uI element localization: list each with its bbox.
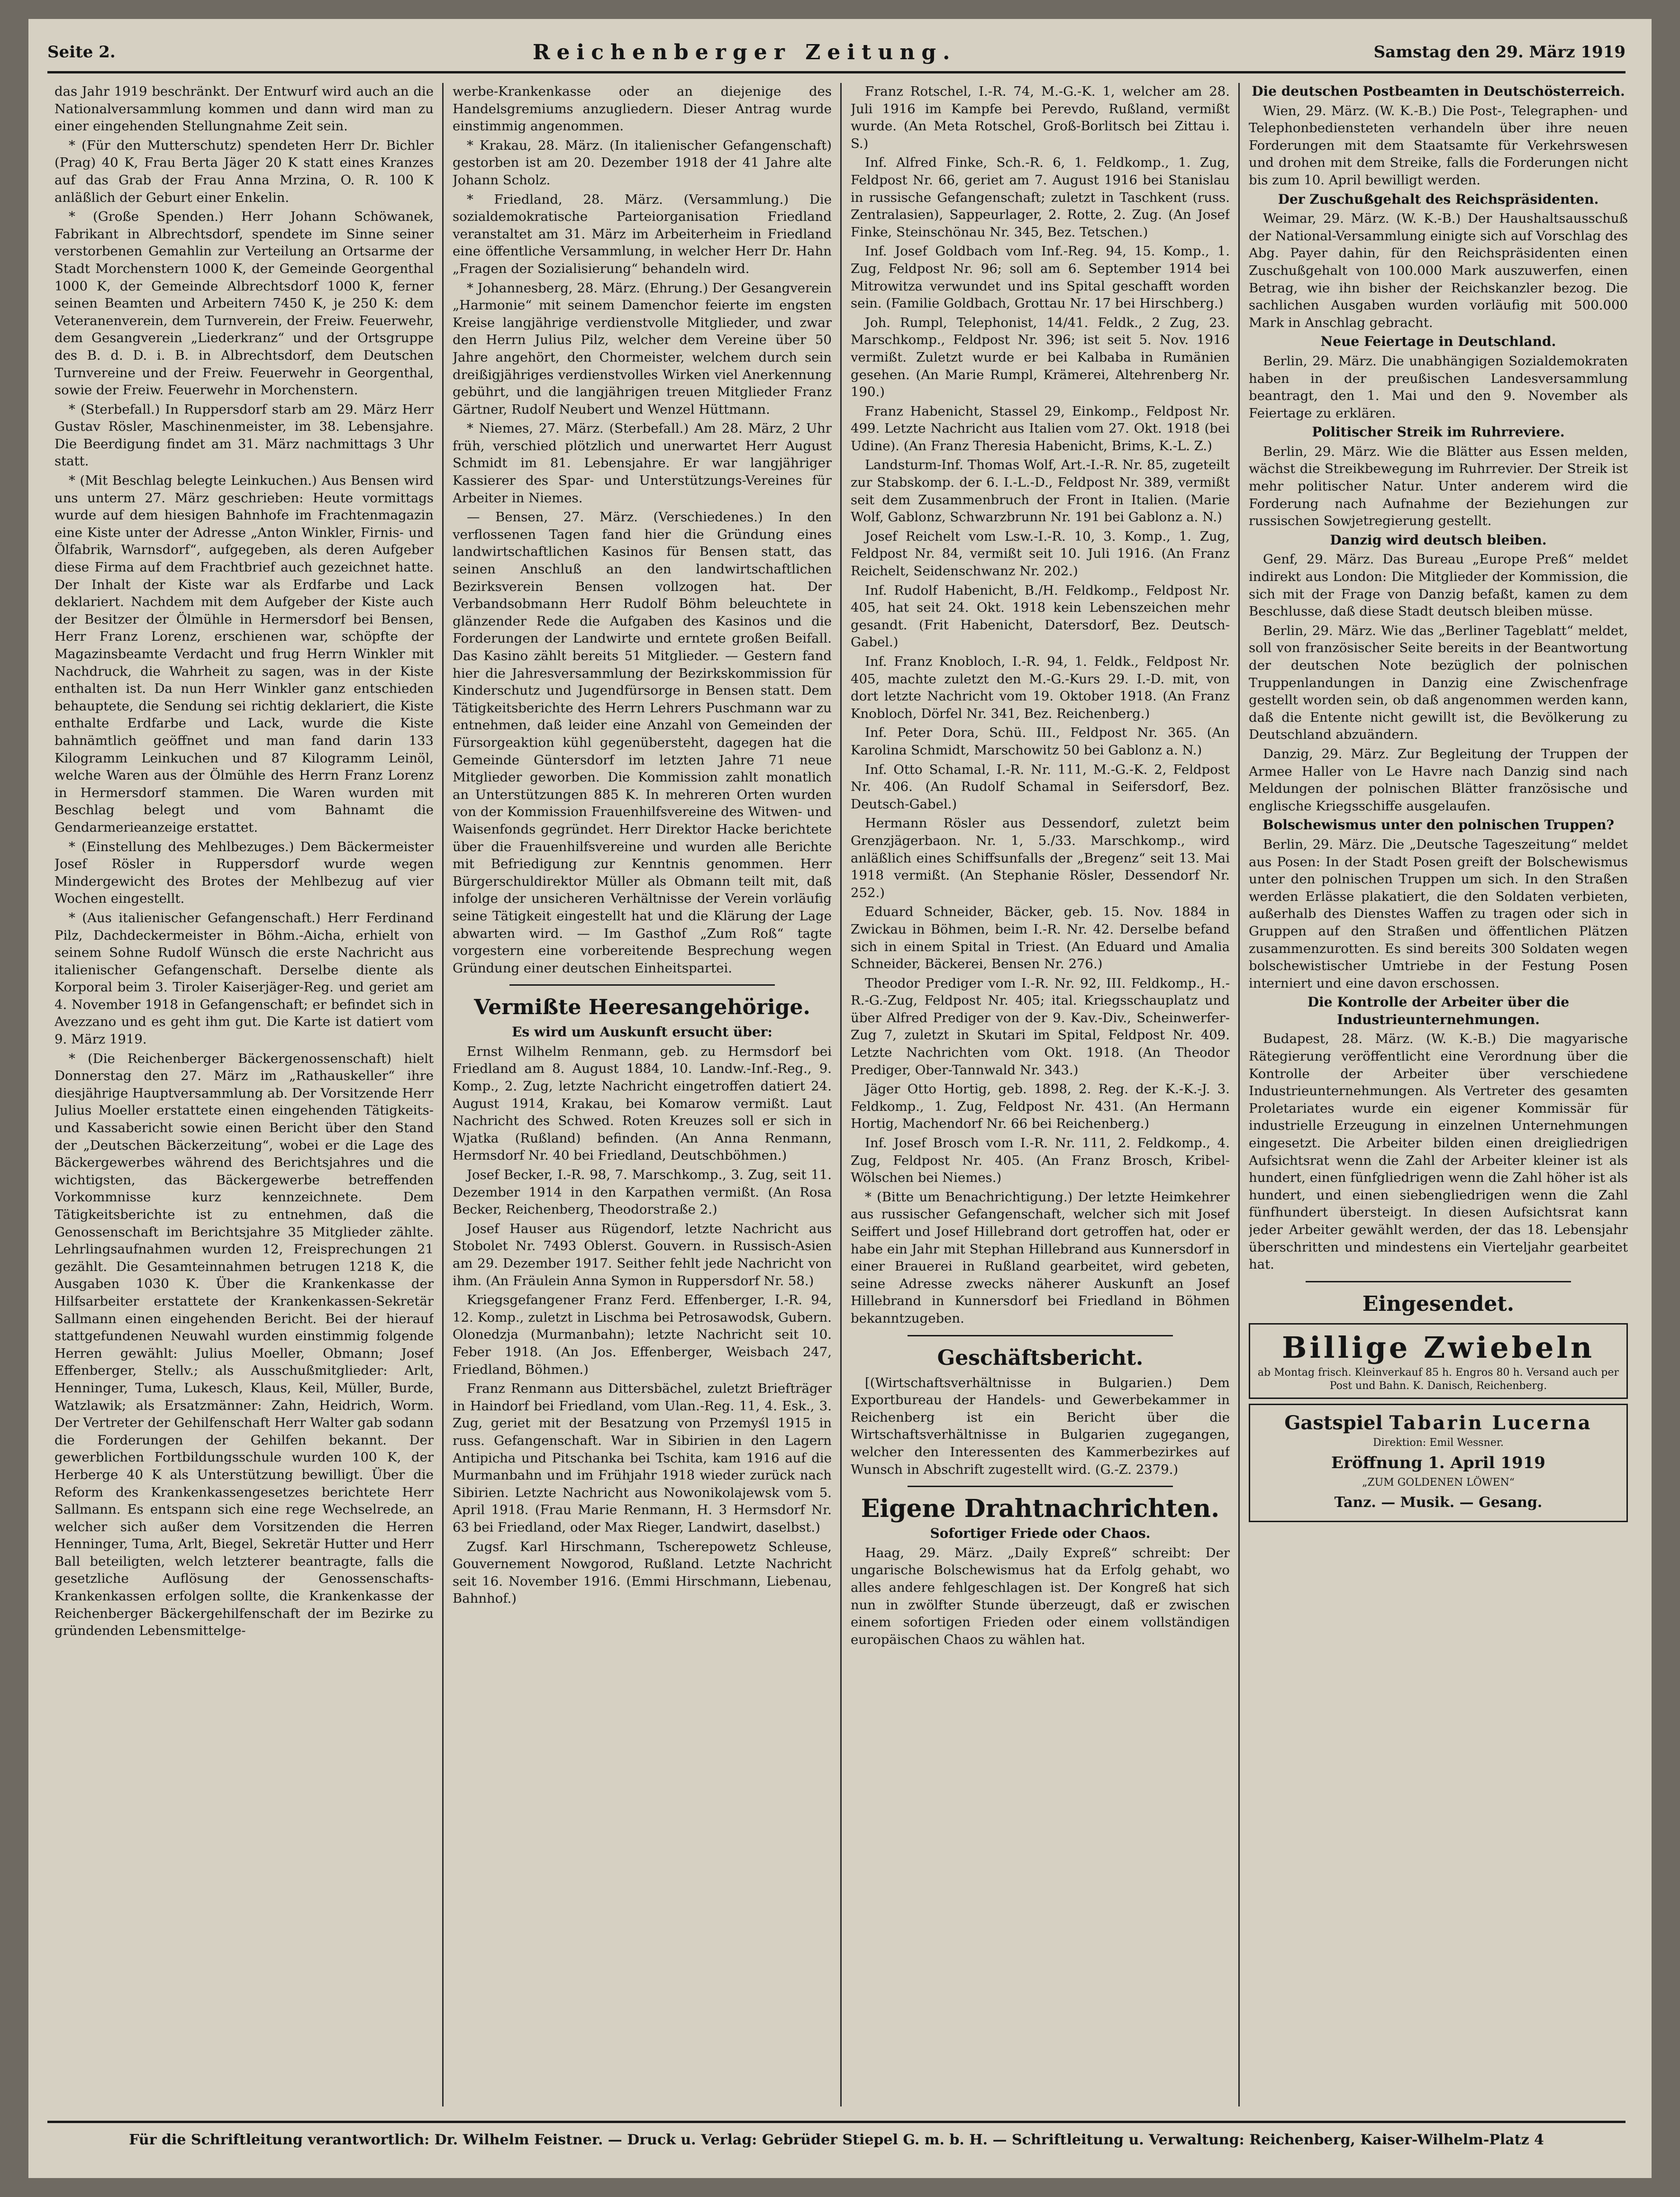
article-paragraph: [(Wirtschaftsverhältnisse in Bulgarien.) Dem Exportbureau der Handels- und Gewerbekammer in Reichenberg ist ein Bericht über die Wirtschaftsverhältnisse in Bulgarien zugegangen, welcher den Interessenten des Kammerbezirkes auf Wunsch in Abschrift zugestellt wird. (G.-Z. 2379.) bbox=[851, 1375, 1230, 1477]
article-paragraph: * (Sterbefall.) In Ruppersdorf starb am 29. März Herr Gustav Rösler, Maschinenmeister, im 38. Lebensjahre. Die Beerdigung findet am 31. März nachmittags 3 Uhr statt. bbox=[54, 401, 434, 469]
ad-venue-name: Tabarin Lucerna bbox=[1389, 1411, 1592, 1434]
section-rule bbox=[908, 1335, 1173, 1336]
section-heading-missing-soldiers: Vermißte Heeresangehörige. bbox=[474, 995, 810, 1020]
column-divider bbox=[442, 83, 444, 2106]
article-paragraph: — Bensen, 27. März. (Verschiedenes.) In den verflossenen Tagen fand hier die Gründung eines landwirtschaftlichen Kasinos für Bensen statt, das seinen Anschluß an den landwirtschaftlichen Bezirksverein Bensen vollzogen hat. Der Verbandsobmann Herr Rudolf Böhm beleuchtete in glänzender Rede die Aufgaben des Kasinos und die Forderungen der Landwirte und erntete großen Beifall. Das Kasino zählt bereits 51 Mitglieder. — Gestern fand hier die Jahresversammlung der Bezirkskommission für Kinderschutz und Jugendfürsorge in Bensen statt. Dem Tätigkeitsberichte des Herrn Lehrers Puschmann war zu entnehmen, daß leider eine Anzahl von Gemeinden der Fürsorgeaktion kühl gegenübersteht, dagegen hat die Gemeinde Güntersdorf im letzten Jahre 71 neue Mitglieder geworben. Die Kommission zahlt monatlich an Unterstützungen 885 K. In mehreren Orten wurden von der Kommission Frauenhilfsvereine des Witwen- und Waisenfonds gegründet. Herr Direktor Hacke berichtete über die Frauenhilfsvereine und wurden alle Berichte mit Befriedigung zur Kenntnis genommen. Herr Bürgerschuldirektor Müller als Obmann teilt mit, daß infolge der unsicheren Verhältnisse der Verein vorläufig seine Tätigkeit eingestellt hat und die Klärung der Lage abwarten wird. — Im Gasthof „Zum Roß“ tagte vorgestern eine vorbereitende Besprechung wegen Gründung einer deutschen Einheitspartei. bbox=[453, 509, 832, 976]
article-paragraph: das Jahr 1919 beschränkt. Der Entwurf wird auch an die Nationalversammlung kommen und dann wird man zu einer eingehenden Stellungnahme Zeit sein. bbox=[54, 84, 434, 134]
column-2 bbox=[453, 83, 832, 2106]
article-paragraph: Berlin, 29. März. Die „Deutsche Tageszeitung“ meldet aus Posen: In der Stadt Posen greift der Bolschewismus unter den polnischen Truppen um sich. In den Straßen werden Erlässe plakatiert, die den Soldaten verbieten, außerhalb des Dienstes Waffen zu tragen oder sich in Gruppen auf den Straßen und öffentlichen Plätzen zusammenzurotten. Es sind bereits 300 Soldaten wegen bolschewistischer Umtriebe in der Festung Posen interniert und eine davon erschossen. bbox=[1249, 836, 1628, 991]
article-paragraph: werbe-Krankenkasse oder an diejenige des Handelsgremiums anzugliedern. Dieser Antrag wurde einstimmig angenommen. bbox=[453, 84, 832, 134]
list-item: Inf. Franz Knobloch, I.-R. 94, 1. Feldk., Feldpost Nr. 405, machte zuletzt den M.-G.-Kurs 29. I.-D. mit, von dort letzte Nachricht vom 19. Oktober 1918. (An Franz Knobloch, Dörfel Nr. 341, Bez. Reichenberg.) bbox=[851, 654, 1230, 721]
article-paragraph: Berlin, 29. März. Wie das „Berliner Tageblatt“ meldet, soll von französischer Seite bereits in der Beantwortung der deutschen Note bezüglich der polnischen Truppenlandungen in Danzig eine Zwischenfrage gestellt worden sein, ob daß angenommen werden kann, daß die Entente nicht gewillt ist, die Bevölkerung zu Deutschland abzuändern. bbox=[1249, 623, 1628, 743]
list-item: Franz Rotschel, I.-R. 74, M.-G.-K. 1, welcher am 28. Juli 1916 im Kampfe bei Perevdo, Rußland, vermißt wurde. (An Meta Rotschel, Groß-Borlitsch bei Zittau i. S.) bbox=[851, 84, 1230, 151]
article-paragraph: Wien, 29. März. (W. K.-B.) Die Post-, Telegraphen- und Telephonbediensteten verhandeln über ihre neuen Forderungen mit dem Staatsamte für Verkehrswesen und drohen mit dem Streike, falls die Forderungen nicht bis zum 10. April bewilligt werden. bbox=[1249, 103, 1628, 188]
article-paragraph: * Friedland, 28. März. (Versammlung.) Die sozialdemokratische Parteiorganisation Friedland veranstaltet am 31. März im Arbeiterheim in Friedland eine öffentliche Versammlung, in welcher Herr Dr. Hahn „Fragen der Sozialisierung“ behandeln wird. bbox=[453, 191, 832, 276]
article-paragraph: * (Die Reichenberger Bäckergenossenschaft) hielt Donnerstag den 27. März im „Rathauskeller“ ihre diesjährige Hauptversammlung ab. Der Vorsitzende Herr Julius Moeller erstattete einen eingehenden Tätigkeits- und Kassabericht sowie einen Bericht über den Stand der „Deutschen Bäckerzeitung“, wobei er die Lage des Bäckergewerbes während des Berichtsjahres und die wichtigsten, das Bäckergewerbe betreffenden Vorkommnisse kurz kennzeichnete. Dem Tätigkeitsberichte ist zu entnehmen, daß die Genossenschaft im Berichtsjahre 35 Mitglieder zählte. Lehrlingsaufnahmen wurden 12, Freisprechungen 21 gezählt. Die Gesamteinnahmen betrugen 1218 K, die Ausgaben 1030 K. Über die Krankenkasse der Hilfsarbeiter erstattete der Krankenkassen-Sekretär Sallmann einen eingehenden Bericht. Bei der hierauf stattgefundenen Neuwahl wurden einstimmig folgende Herren gewählt: Julius Moeller, Obmann; Josef Effenberger, Stellv.; als Ausschußmitglieder: Arlt, Henninger, Tuma, Lukesch, Klaus, Keil, Müller, Burde, Watzlawik; als Ersatzmänner: Zahn, Heidrich, Worm. Der Vertreter der Gehilfenschaft Herr Walter gab sodann die Forderungen der Gehilfen bekannt. Der gewerblichen Fortbildungsschule wurden 100 K, der Herberge 40 K als Unterstützung bewilligt. Über die Reform des Krankenkassengesetzes berichtete Herr Sallmann. Es entspann sich eine rege Wechselrede, an welcher sich außer dem Vorsitzenden die Herren Henninger, Tuma, Arlt, Biegel, Sekretär Hutter und Herr Ball beteiligten, welch letzterer beantragte, falls die gesetzliche Auflösung der Genossenschafts-Krankenkassen erfolgen sollte, die Krankenkasse der Reichenberger Bäckergehilfenschaft der im Bezirke zu gründenden Lebensmittelge- bbox=[54, 1051, 434, 1639]
page-number: Seite 2. bbox=[47, 43, 116, 62]
article-paragraph: * (Einstellung des Mehlbezuges.) Dem Bäckermeister Josef Rösler in Ruppersdorf wurde wegen Mindergewicht des Brotes der Mehlbezug auf vier Wochen eingestellt. bbox=[54, 839, 434, 907]
article-paragraph: * (Große Spenden.) Herr Johann Schöwanek, Fabrikant in Albrechtsdorf, spendete im Sinne seiner verstorbenen Gemahlin zur Verteilung an Ortsarme der Stadt Morchenstern 1000 K, der Gemeinde Georgenthal 1000 K, der Gemeinde Albrechtsdorf 1000 K, ferner seinen Beamten und Arbeitern 7450 K, je 250 K: dem Veteranenverein, dem Turnverein, der Freiw. Feuerwehr, dem Gesangverein „Liederkranz“ und der Ortsgruppe des B. d. D. i. B. in Albrechtsdorf, dem Deutschen Turnvereine und der Freiw. Feuerwehr in Georgenthal, sowie der Freiw. Feuerwehr in Morchenstern. bbox=[54, 209, 434, 398]
article-paragraph: * (Bitte um Benachrichtigung.) Der letzte Heimkehrer aus russischer Gefangenschaft, welcher sich mit Josef Seiffert und Josef Hillebrand dort getroffen hat, oder er habe ein Jahr mit Stephan Hillebrand aus Kunnersdorf in einer Brauerei in Rußland gearbeitet, wird gebeten, seine Adresse zwecks näherer Auskunft an Josef Hillebrand in Kunnersdorf bei Friedland in Böhmen bekanntzugeben. bbox=[851, 1189, 1230, 1326]
ad-opening: Eröffnung 1. April 1919 bbox=[1331, 1453, 1545, 1472]
news-subheading: Die deutschen Postbeamten in Deutschösterreich. bbox=[1252, 83, 1625, 99]
list-item: Landsturm-Inf. Thomas Wolf, Art.-I.-R. Nr. 85, zugeteilt zur Stabskomp. der 6. I.-L.-D., Feldpost Nr. 389, vermißt seit dem Zusammenbruch der Front in Italien. (Marie Wolf, Gablonz, Schwarzbrunn Nr. 191 bei Gablonz a. N.) bbox=[851, 457, 1230, 525]
article-paragraph: * Niemes, 27. März. (Sterbefall.) Am 28. März, 2 Uhr früh, verschied plötzlich und unerwartet Herr August Schmidt im 81. Lebensjahre. Er war langjähriger Kassierer des Spar- und Unterstützungs-Vereines für Arbeiter in Niemes. bbox=[453, 421, 832, 506]
advertisement-tabarin bbox=[1249, 1404, 1628, 1522]
list-item: Inf. Otto Schamal, I.-R. Nr. 111, M.-G.-K. 2, Feldpost Nr. 406. (An Rudolf Schamal in Seifersdorf, Bez. Deutsch-Gabel.) bbox=[851, 762, 1230, 812]
imprint-footer bbox=[47, 2121, 1626, 2156]
section-heading-wire-news: Eigene Drahtnachrichten. bbox=[861, 1494, 1220, 1524]
article-paragraph: * (Mit Beschlag belegte Leinkuchen.) Aus Bensen wird uns unterm 27. März geschrieben: Heute vormittags wurde auf dem hiesigen Bahnhofe im Frachtenmagazin eine Kiste unter der Adresse „Anton Winkler, Firnis- und Ölfabrik, Warnsdorf“, aufgegeben, als deren Aufgeber diese Firma auf dem Frachtbrief auch gezeichnet hatte. Der Inhalt der Kiste war als Erdfarbe und Lack deklariert. Nachdem mit dem Aufgeber der Kiste auch der Besitzer der Ölmühle in Hermersdorf bei Bensen, Herr Franz Lorenz, erschienen war, schöpfte der Magazinsbeamte Verdacht und frug Herrn Winkler mit Nachdruck, die Wahrheit zu sagen, was in der Kiste enthalten ist. Da nun Herr Winkler ganz entschieden behauptete, die Sendung sei richtig deklariert, die Kiste enthalte Erdfarbe und Lack, wurde die Kiste bahnämtlich geöffnet und man fand darin 133 Kilogramm Leinkuchen und 87 Kilogramm Leinöl, welche Waren aus der Ölmühle des Herrn Franz Lorenz in Hermersdorf stammen. Die Waren wurden mit Beschlag belegt und vom Bahnamt die Gendarmerieanzeige erstattet. bbox=[54, 473, 434, 835]
article-paragraph: Berlin, 29. März. Wie die Blätter aus Essen melden, wächst die Streikbewegung im Ruhrrevier. Der Streik ist mehr politischer Natur. Unter anderem wird die Forderung nach Aufnahme der Beziehungen zur russischen Sowjetregierung gestellt. bbox=[1249, 444, 1628, 529]
newspaper-title: Reichenberger Zeitung. bbox=[532, 40, 957, 64]
ad-title bbox=[1255, 1410, 1622, 1436]
advertisement-onions bbox=[1249, 1323, 1628, 1399]
newspaper-page bbox=[28, 19, 1652, 2178]
list-item: Franz Habenicht, Stassel 29, Einkomp., Feldpost Nr. 499. Letzte Nachricht aus Italien vom 27. Okt. 1918 (bei Udine). (An Franz Theresia Habenicht, Brims, K.-L. Z.) bbox=[851, 403, 1230, 454]
ad-title: Billige Zwiebeln bbox=[1281, 1330, 1595, 1365]
section-rule bbox=[509, 984, 775, 986]
section-rule bbox=[908, 1486, 1173, 1487]
list-item: Theodor Prediger vom I.-R. Nr. 92, III. Feldkomp., H.-R.-G.-Zug, Feldpost Nr. 405; ital. Kriegsschauplatz und über Alfred Prediger von der 9. Kav.-Div., Scheinwerfer-Zug 7, zuletzt in Skutari im Spital, Feldpost Nr. 409. Letzte Nachrichten vom Okt. 1918. (An Theodor Prediger, Ober-Tannwald Nr. 343.) bbox=[851, 975, 1230, 1078]
ad-location: „ZUM GOLDENEN LÖWEN“ bbox=[1362, 1476, 1515, 1489]
news-subheading: Politischer Streik im Ruhrreviere. bbox=[1312, 424, 1565, 440]
news-subheading: Danzig wird deutsch bleiben. bbox=[1330, 532, 1547, 548]
list-item: Josef Becker, I.-R. 98, 7. Marschkomp., 3. Zug, seit 11. Dezember 1914 in den Karpathen vermißt. (An Rosa Becker, Reichenberg, Theodorstraße 2.) bbox=[453, 1167, 832, 1217]
masthead bbox=[47, 33, 1626, 73]
list-item: Inf. Josef Brosch vom I.-R. Nr. 111, 2. Feldkomp., 4. Zug, Feldpost Nr. 405. (An Franz Brosch, Kribel-Wölschen bei Niemes.) bbox=[851, 1135, 1230, 1186]
list-item: Josef Hauser aus Rügendorf, letzte Nachricht aus Stobolet Nr. 7493 Oblerst. Gouvern. in Russisch-Asien am 29. Dezember 1917. Seither fehlt jede Nachricht von ihm. (An Fräulein Anna Symon in Ruppersdorf Nr. 58.) bbox=[453, 1221, 832, 1289]
column-3 bbox=[851, 83, 1230, 2106]
list-item: Inf. Josef Goldbach vom Inf.-Reg. 94, 15. Komp., 1. Zug, Feldpost Nr. 96; soll am 6. September 1914 bei Mitrowitza verwundet und ins Spital geschafft worden sein. (Familie Goldbach, Grottau Nr. 17 bei Hirschberg.) bbox=[851, 244, 1230, 311]
article-paragraph: Berlin, 29. März. Die unabhängigen Sozialdemokraten haben in der preußischen Landesversammlung beantragt, den 1. Mai und den 9. November als Feiertage zu erklären. bbox=[1249, 353, 1628, 421]
article-paragraph: Genf, 29. März. Das Bureau „Europe Preß“ meldet indirekt aus London: Die Mitglieder der Kommission, die sich mit der Frage von Danzig befaßt, kamen zu dem Beschlusse, daß diese Stadt deutsch bleiben müsse. bbox=[1249, 552, 1628, 619]
ad-program: Tanz. — Musik. — Gesang. bbox=[1334, 1494, 1543, 1511]
list-item: Zugsf. Karl Hirschmann, Tscherepowetz Schleuse, Gouvernement Nowgorod, Rußland. Letzte Nachricht seit 16. November 1916. (Emmi Hirschmann, Liebenau, Bahnhof.) bbox=[453, 1539, 832, 1607]
article-paragraph: Weimar, 29. März. (W. K.-B.) Der Haushaltsausschuß der National-Versammlung einigte sich auf Vorschlag des Abg. Payer dahin, für den Reichspräsidenten einen Zuschußgehalt von 100.000 Mark auszuwerfen, einen Betrag, wie ihn bisher der Reichskanzler bezog. Die sachlichen Ausgaben wurden vorläufig mit 500.000 Mark in Anschlag gebracht. bbox=[1249, 211, 1628, 330]
section-subheading: Sofortiger Friede oder Chaos. bbox=[930, 1525, 1151, 1542]
column-1 bbox=[54, 83, 434, 2106]
article-paragraph: * (Für den Mutterschutz) spendeten Herr Dr. Bichler (Prag) 40 K, Frau Berta Jäger 20 K statt eines Kranzes auf das Grab der Frau Anna Mrzina, O. R. 100 K anläßlich der Geburt einer Enkelin. bbox=[54, 137, 434, 205]
list-item: Kriegsgefangener Franz Ferd. Effenberger, I.-R. 94, 12. Komp., zuletzt in Lischma bei Petrosawodsk, Gubern. Olonedzja (Murmanbahn); letzte Nachricht seit 10. Feber 1918. (An Jos. Effenberger, Weisbach 247, Friedland, Böhmen.) bbox=[453, 1292, 832, 1377]
news-subheading: Der Zuschußgehalt des Reichspräsidenten. bbox=[1278, 191, 1599, 207]
article-paragraph: * (Aus italienischer Gefangenschaft.) Herr Ferdinand Pilz, Dachdeckermeister in Böhm.-Aicha, erhielt von seinem Sohne Rudolf Wünsch die erste Nachricht aus italienischer Gefangenschaft. Derselbe diente als Korporal beim 3. Tiroler Kaiserjäger-Reg. und geriet am 4. November 1918 in Gefangenschaft; er befindet sich in Avezzano und es geht ihm gut. Die Karte ist datiert vom 9. März 1919. bbox=[54, 910, 434, 1047]
list-item: Inf. Rudolf Habenicht, B./H. Feldkomp., Feldpost Nr. 405, hat seit 24. Okt. 1918 kein Lebenszeichen mehr gesandt. (Frit Habenicht, Datersdorf, Bez. Deutsch-Gabel.) bbox=[851, 582, 1230, 650]
column-4 bbox=[1249, 83, 1628, 2106]
issue-date: Samstag den 29. März 1919 bbox=[1373, 43, 1626, 62]
list-item: Jäger Otto Hortig, geb. 1898, 2. Reg. der K.-K.-J. 3. Feldkomp., 1. Zug, Feldpost Nr. 431. (An Hermann Hortig, Machendorf Nr. 66 bei Reichenberg.) bbox=[851, 1081, 1230, 1132]
ad-text: ab Montag frisch. Kleinverkauf 85 h. Engros 80 h. Versand auch per Post und Bahn. K. Danisch, Reichenberg. bbox=[1257, 1366, 1619, 1392]
ad-label: Gastspiel bbox=[1284, 1411, 1383, 1434]
article-paragraph: Danzig, 29. März. Zur Begleitung der Truppen der Armee Haller von Le Havre nach Danzig sind nach Meldungen der polnischen Blätter französische und englische Kriegsschiffe ausgelaufen. bbox=[1249, 746, 1628, 814]
list-item: Hermann Rösler aus Dessendorf, zuletzt beim Grenzjägerbaon. Nr. 1, 5./33. Marschkomp., wird anläßlich eines Schiffsunfalls der „Bregenz“ seit 13. Mai 1918 vermißt. (An Stephanie Rösler, Dessendorf Nr. 252.) bbox=[851, 816, 1230, 900]
list-item: Ernst Wilhelm Renmann, geb. zu Hermsdorf bei Friedland am 8. August 1884, 10. Landw.-Inf.-Reg., 9. Komp., 2. Zug, letzte Nachricht eingetroffen datiert 24. August 1914, Krakau, bei Komarow vermißt. Laut Nachricht des Schwed. Roten Kreuzes soll er sich in Wjatka (Rußland) befinden. (An Anna Renmann, Hermsdorf Nr. 40 bei Friedland, Deutschböhmen.) bbox=[453, 1044, 832, 1163]
list-item: Franz Renmann aus Dittersbächel, zuletzt Briefträger in Haindorf bei Friedland, vom Ulan.-Reg. 11, 4. Esk., 3. Zug, geriet mit der Besatzung von Przemyśl 1915 in russ. Gefangenschaft. War in Sibirien in den Lagern Antipicha und Pitschanka bei Tschita, kam 1916 auf die Murmanbahn und im Frühjahr 1918 wieder zurück nach Sibirien. Letzte Nachricht aus Nowonikolajewsk vom 5. April 1918. (Frau Marie Renmann, H. 3 Hermsdorf Nr. 63 bei Friedland, oder Max Rieger, Landwirt, daselbst.) bbox=[453, 1381, 832, 1535]
section-rule bbox=[1306, 1281, 1571, 1282]
article-paragraph: * Krakau, 28. März. (In italienischer Gefangenschaft) gestorben ist am 20. Dezember 1918 der 41 Jahre alte Johann Scholz. bbox=[453, 137, 832, 188]
article-paragraph: Haag, 29. März. „Daily Expreß“ schreibt: Der ungarische Bolschewismus hat da Erfolg gehabt, wo alles andere fehlgeschlagen ist. Der Kongreß hat sich nun in zwölfter Stunde überzeugt, daß er zwischen einem sofortigen Frieden oder einem vollständigen europäischen Chaos zu wählen hat. bbox=[851, 1545, 1230, 1647]
list-item: Inf. Alfred Finke, Sch.-R. 6, 1. Feldkomp., 1. Zug, Feldpost Nr. 66, geriet am 7. August 1916 bei Stanislau in russische Gefangenschaft; zuletzt in Taschkent (russ. Zentralasien), Sappeurlager, 2. Rotte, 2. Zug. (An Josef Finke, Steinschönau Nr. 345, Bez. Tetschen.) bbox=[851, 155, 1230, 240]
list-item: Joh. Rumpl, Telephonist, 14/41. Feldk., 2 Zug, 23. Marschkomp., Feldpost Nr. 396; ist seit 5. Nov. 1916 vermißt. Zuletzt wurde er bei Kalbaba in Rumänien gesehen. (An Marie Rumpl, Krämerei, Altehrenberg Nr. 190.) bbox=[851, 315, 1230, 400]
article-paragraph: * Johannesberg, 28. März. (Ehrung.) Der Gesangverein „Harmonie“ mit seinem Damenchor feierte im engsten Kreise langjährige verdienstvolle Mitglieder, und zwar den Herrn Julius Pilz, welcher dem Vereine über 50 Jahre angehört, den Chormeister, welchem durch sein dreißigjähriges verdienstvolles Wirken viel Anerkennung gebührt, und die langjährigen treuen Mitglieder Franz Gärtner, Rudolf Neubert und Wenzel Hüttmann. bbox=[453, 280, 832, 417]
ad-direction: Direktion: Emil Wessner. bbox=[1373, 1436, 1504, 1449]
news-subheading: Die Kontrolle der Arbeiter über die Industrieunternehmungen. bbox=[1307, 994, 1570, 1027]
news-subheading: Bolschewismus unter den polnischen Truppen? bbox=[1262, 817, 1615, 833]
list-item: Josef Reichelt vom Lsw.-I.-R. 10, 3. Komp., 1. Zug, Feldpost Nr. 84, vermißt seit 10. Juli 1916. (An Franz Reichelt, Seidenschwanz Nr. 202.) bbox=[851, 528, 1230, 579]
column-divider bbox=[840, 83, 842, 2106]
list-item: Eduard Schneider, Bäcker, geb. 15. Nov. 1884 in Zwickau in Böhmen, beim I.-R. Nr. 42. Derselbe befand sich in einem Spital in Triest. (An Eduard und Amalia Schneider, Bäckerei, Bensen Nr. 276.) bbox=[851, 904, 1230, 972]
article-paragraph: Budapest, 28. März. (W. K.-B.) Die magyarische Rätegierung veröffentlicht eine Verordnung über die Kontrolle der Arbeiter über verschiedene Industrieunternehmungen. Als Vertreter des gesamten Proletariates wurde ein eigener Kommissär für industrielle Erzeugung in einzelnen Unternehmungen eingesetzt. Die Arbeiter bilden einen dreigliedrigen Aufsichtsrat wenn die Zahl der Arbeiter kleiner ist als hundert, einen fünfgliedrigen wenn die Zahl höher ist als hundert, und einen siebengliedrigen wenn die Zahl fünfhundert übersteigt. In diesen Aufsichtsrat kann jeder Arbeiter gewählt werden, der das 18. Lebensjahr überschritten und mindestens ein Vierteljahr gearbeitet hat. bbox=[1249, 1031, 1628, 1272]
column-divider bbox=[1238, 83, 1240, 2106]
section-heading-advertisements: Eingesendet. bbox=[1362, 1291, 1515, 1316]
imprint-text: Für die Schriftleitung verantwortlich: Dr. Wilhelm Feistner. — Druck u. Verlag: Gebrüder Stiepel G. m. b. H. — Schriftleitung u. Verwaltung: Reichenberg, Kaiser-Wilhelm-Platz 4 bbox=[129, 2131, 1544, 2148]
section-heading-business-report: Geschäftsbericht. bbox=[937, 1345, 1144, 1370]
list-item: Inf. Peter Dora, Schü. III., Feldpost Nr. 365. (An Karolina Schmidt, Marschowitz 50 bei Gablonz a. N.) bbox=[851, 725, 1230, 758]
section-subheading: Es wird um Auskunft ersucht über: bbox=[512, 1024, 772, 1040]
news-subheading: Neue Feiertage in Deutschland. bbox=[1320, 334, 1556, 350]
